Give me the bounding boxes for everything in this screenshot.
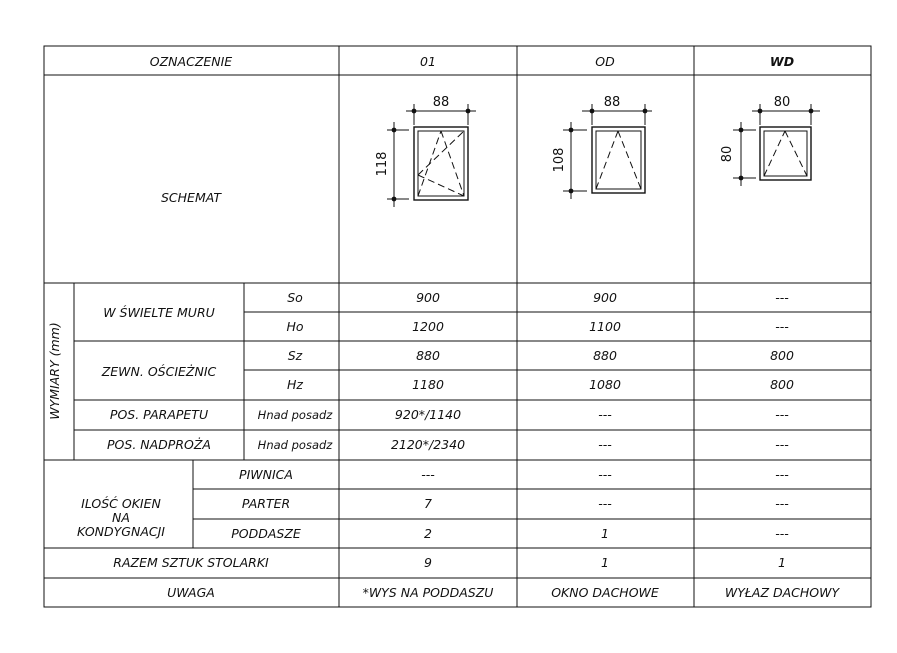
cell-value: 900: [416, 290, 440, 305]
row-label-lintel: POS. NADPROŻA: [107, 437, 211, 452]
total-value: 1: [601, 555, 609, 570]
cell-value: 2120*/2340: [390, 437, 466, 452]
sub-label-so: So: [287, 290, 303, 305]
cell-value: 880: [593, 348, 617, 363]
width-dimension-wd: 80: [773, 95, 791, 110]
sub-label-lintel-height: Hnad posadz: [257, 438, 333, 452]
storey-label-basement: PIWNICA: [239, 467, 293, 482]
designation-header: OZNACZENIE: [149, 54, 233, 69]
storey-label-attic: PODDASZE: [231, 526, 301, 541]
cell-value: ---: [421, 467, 435, 482]
note-value: WYŁAZ DACHOWY: [724, 585, 840, 600]
window-schematic-wd: [720, 95, 820, 186]
column-header-od: OD: [595, 54, 615, 69]
cell-value: ---: [598, 496, 612, 511]
count-group-label-line-2: NA: [112, 510, 130, 525]
sub-label-sill-height: Hnad posadz: [257, 408, 333, 422]
total-label: RAZEM SZTUK STOLARKI: [113, 555, 269, 570]
schema-label: SCHEMAT: [160, 190, 222, 205]
note-value: *WYS NA PODDASZU: [362, 585, 494, 600]
storey-label-ground: PARTER: [241, 496, 291, 511]
column-header-01: 01: [420, 54, 436, 69]
count-group-label-line-3: KONDYGNACJI: [76, 524, 166, 539]
cell-value: ---: [598, 407, 612, 422]
row-label-frame: ZEWN. OŚCIEŻNIC: [101, 364, 217, 379]
cell-value: 900: [593, 290, 617, 305]
total-value: 1: [778, 555, 786, 570]
cell-value: 1100: [589, 319, 621, 334]
cell-value: ---: [775, 467, 789, 482]
cell-value: 1: [601, 526, 609, 541]
cell-value: ---: [775, 290, 789, 305]
dimensions-group-label: WYMIARY (mm): [47, 322, 62, 420]
notes-label: UWAGA: [167, 585, 215, 600]
width-dimension-01: 88: [432, 95, 450, 110]
window-schematic-od: [552, 95, 652, 199]
cell-value: 800: [770, 348, 794, 363]
cell-value: 880: [416, 348, 440, 363]
cell-value: ---: [775, 437, 789, 452]
cell-value: ---: [598, 467, 612, 482]
cell-value: 2: [424, 526, 432, 541]
cell-value: 800: [770, 377, 794, 392]
cell-value: 7: [424, 496, 432, 511]
cell-value: 1200: [412, 319, 444, 334]
row-label-opening: W ŚWIELTE MURU: [103, 305, 215, 320]
window-schematic-01: [375, 95, 476, 207]
column-header-wd: WD: [769, 54, 795, 69]
sub-label-hz: Hz: [287, 377, 303, 392]
cell-value: ---: [775, 319, 789, 334]
note-value: OKNO DACHOWE: [551, 585, 659, 600]
cell-value: 920*/1140: [394, 407, 462, 422]
cell-value: ---: [598, 437, 612, 452]
height-dimension-od: 108: [552, 147, 567, 173]
width-dimension-od: 88: [603, 95, 621, 110]
cell-value: 1080: [589, 377, 621, 392]
total-value: 9: [424, 555, 432, 570]
sub-label-sz: Sz: [287, 348, 303, 363]
height-dimension-wd: 80: [720, 145, 735, 163]
cell-value: ---: [775, 526, 789, 541]
row-label-sill: POS. PARAPETU: [109, 407, 209, 422]
cell-value: ---: [775, 496, 789, 511]
cell-value: 1180: [412, 377, 444, 392]
count-group-label-line-1: ILOŚĆ OKIEN: [81, 496, 161, 511]
cell-value: ---: [775, 407, 789, 422]
height-dimension-01: 118: [375, 151, 390, 177]
sub-label-ho: Ho: [286, 319, 304, 334]
